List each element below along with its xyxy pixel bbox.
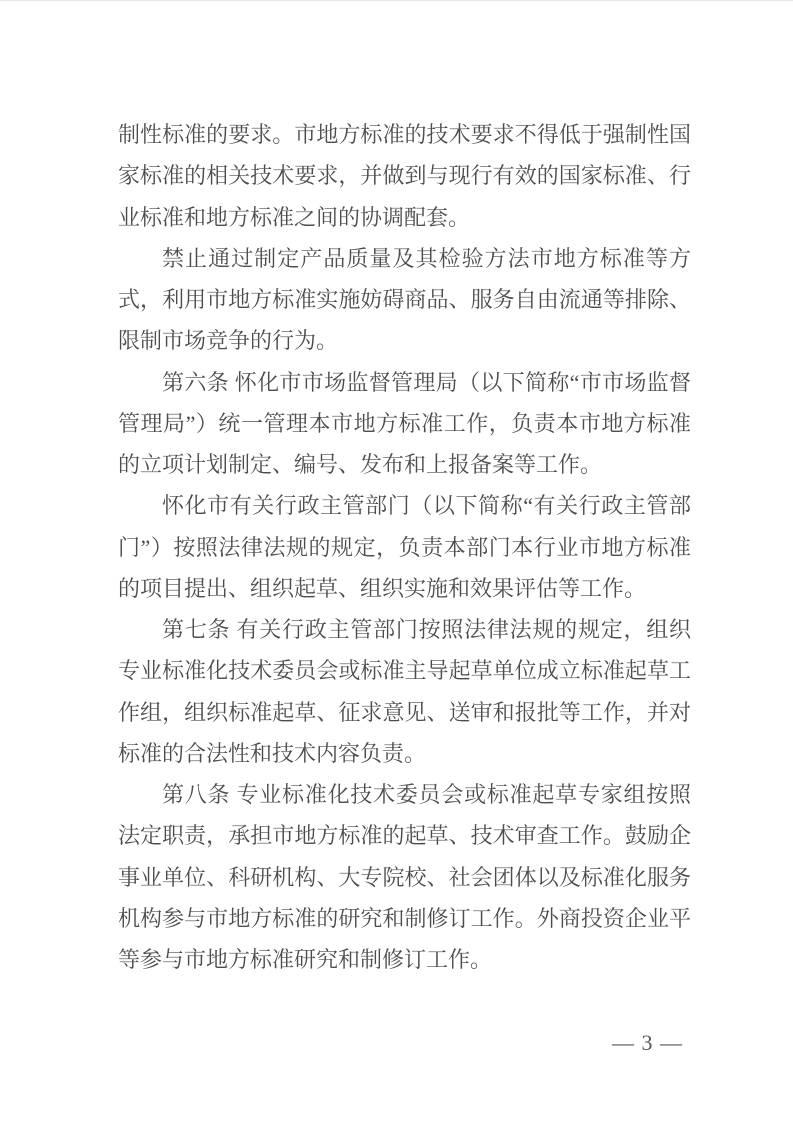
scan-top-edge [0,0,793,1]
paragraph-departments: 怀化市有关行政主管部门（以下简称“有关行政主管部门”）按照法律法规的规定，负责本部门本行业市地方标准的项目提出、组织起草、组织实施和效果评估等工作。 [118,493,691,601]
paragraph-continuation: 制性标准的要求。市地方标准的技术要求不得低于强制性国家标准的相关技术要求，并做到与现行有效的国家标准、行业标准和地方标准之间的协调配套。 [118,122,691,230]
paragraph-article-7: 第七条 有关行政主管部门按照法律法规的规定，组织专业标准化技术委员会或标准主导起草单位成立标准起草工作组，组织标准起草、征求意见、送审和报批等工作，并对标准的合法性和技术内容负责。 [118,617,691,766]
paragraph-prohibition: 禁止通过制定产品质量及其检验方法市地方标准等方式，利用市地方标准实施妨碍商品、服务自由流通等排除、限制市场竞争的行为。 [118,245,691,354]
document-body [118,114,691,980]
paragraph-article-6: 第六条 怀化市市场监督管理局（以下简称“市市场监督管理局”）统一管理本市地方标准工作，负责本市地方标准的立项计划制定、编号、发布和上报备案等工作。 [118,369,691,477]
paragraph-article-8: 第八条 专业标准化技术委员会或标准起草专家组按照法定职责，承担市地方标准的起草、技术审查工作。鼓励企事业单位、科研机构、大专院校、社会团体以及标准化服务机构参与市地方标准的研究和制修订工作。外商投资企业平等参与市地方标准研究和制修订工作。 [118,782,691,972]
page-number: — 3 — [612,1030,683,1055]
